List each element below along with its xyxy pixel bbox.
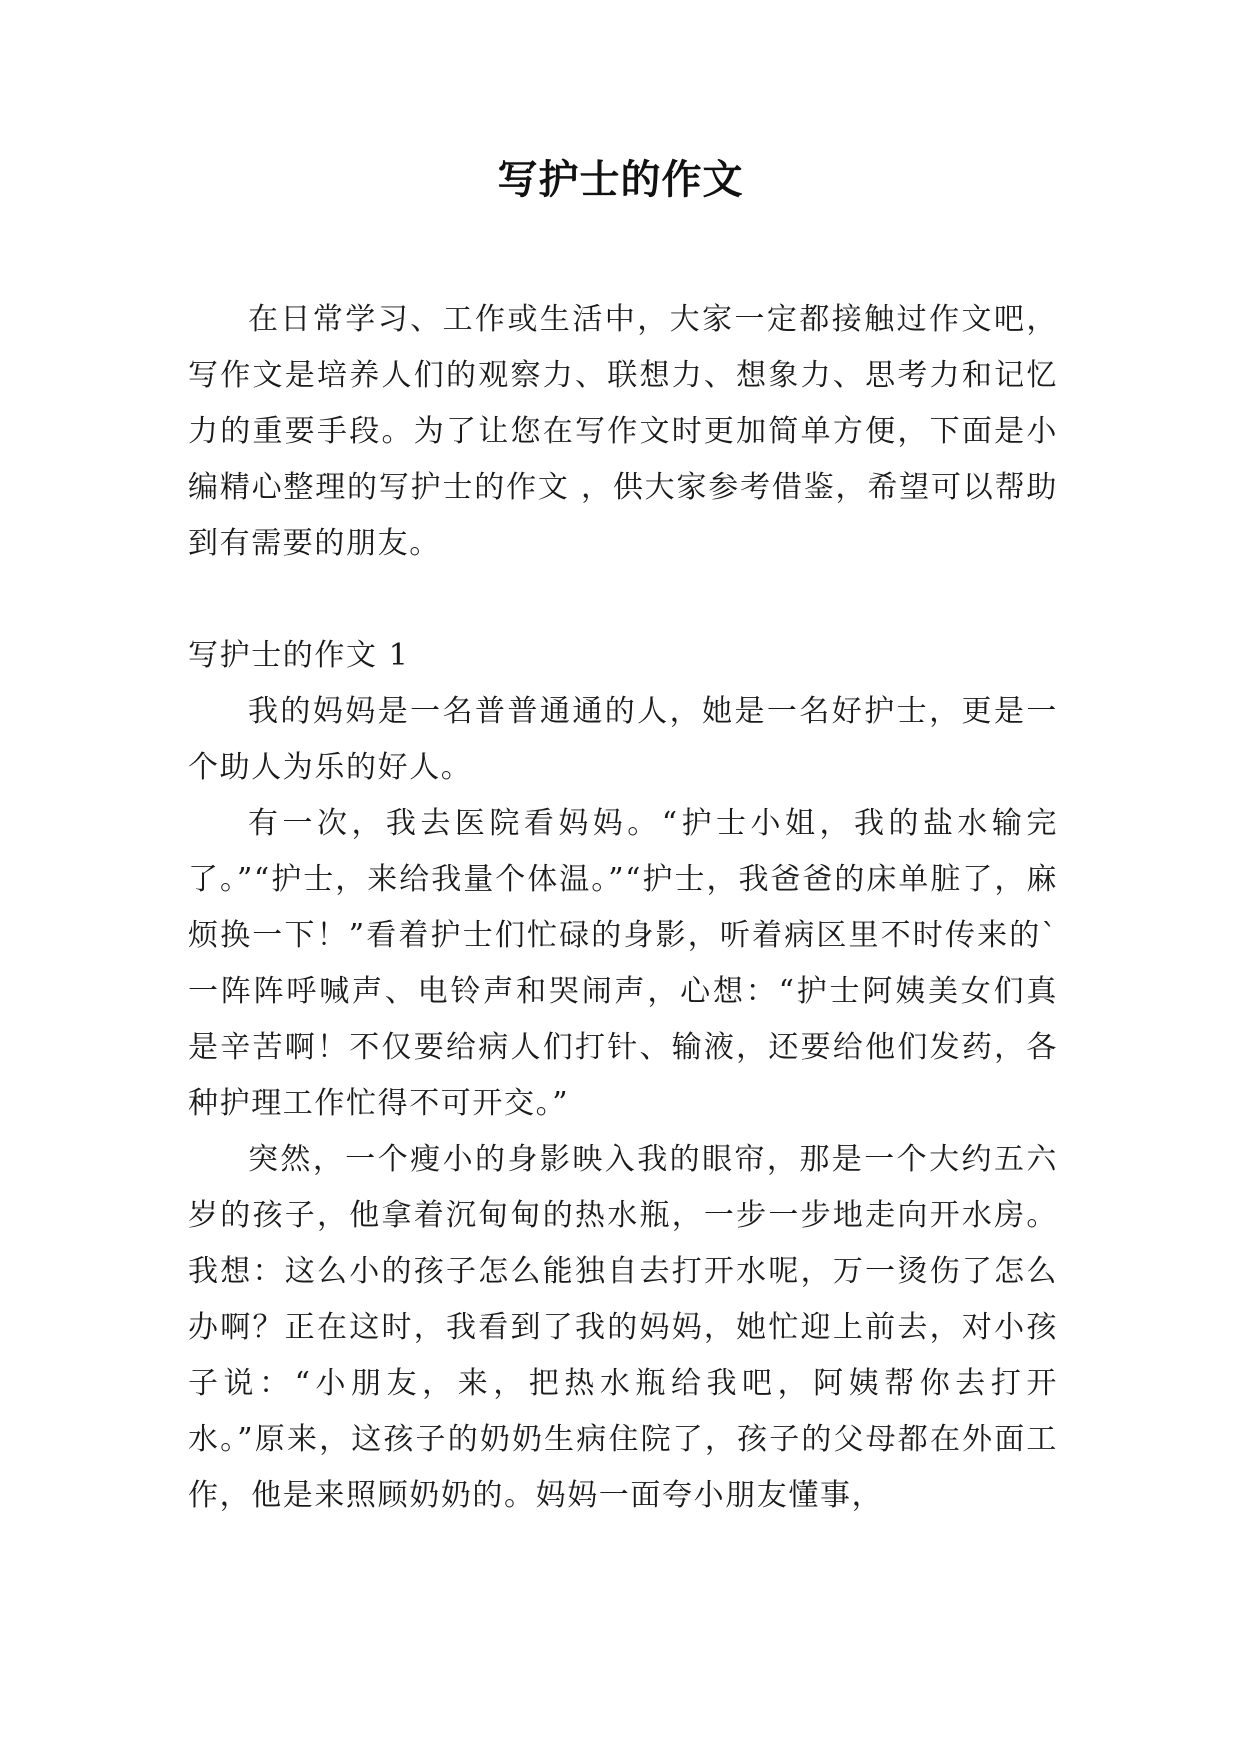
- section-heading: 写护士的作文 1: [188, 638, 410, 673]
- body-paragraph: 突然，一个瘦小的身影映入我的眼帘，那是一个大约五六岁的孩子，他拿着沉甸甸的热水瓶，一步一步地走向开水房。我想：这么小的孩子怎么能独自去打开水呢，万一烫伤了怎么办啊？正在这时，我看到了我的妈妈，她忙迎上前去，对小孩子说：“小朋友，来，把热水瓶给我吧，阿姨帮你去打开水。”原来，这孩子的奶奶生病住院了，孩子的父母都在外面工作，他是来照顾奶奶的。妈妈一面夸小朋友懂事，: [188, 1142, 1058, 1513]
- body-paragraph: 有一次，我去医院看妈妈。“护士小姐，我的盐水输完了。”“护士，来给我量个体温。”“护士，我爸爸的床单脏了，麻烦换一下！”看着护士们忙碌的身影，听着病区里不时传来的`一阵阵呼喊声、电铃声和哭闹声，心想：“护士阿姨美女们真是辛苦啊！不仅要给病人们打针、输液，还要给他们发药，各种护理工作忙得不可开交。”: [188, 806, 1058, 1121]
- body-paragraph: 我的妈妈是一名普普通通的人，她是一名好护士，更是一个助人为乐的好人。: [188, 694, 1058, 785]
- document-title: 写护士的作文: [497, 156, 744, 203]
- document-body: [188, 292, 1058, 1524]
- intro-paragraph: 在日常学习、工作或生活中，大家一定都接触过作文吧，写作文是培养人们的观察力、联想力、想象力、思考力和记忆力的重要手段。为了让您在写作文时更加简单方便，下面是小编精心整理的写护士的作文 ，供大家参考借鉴，希望可以帮助到有需要的朋友。: [188, 302, 1058, 561]
